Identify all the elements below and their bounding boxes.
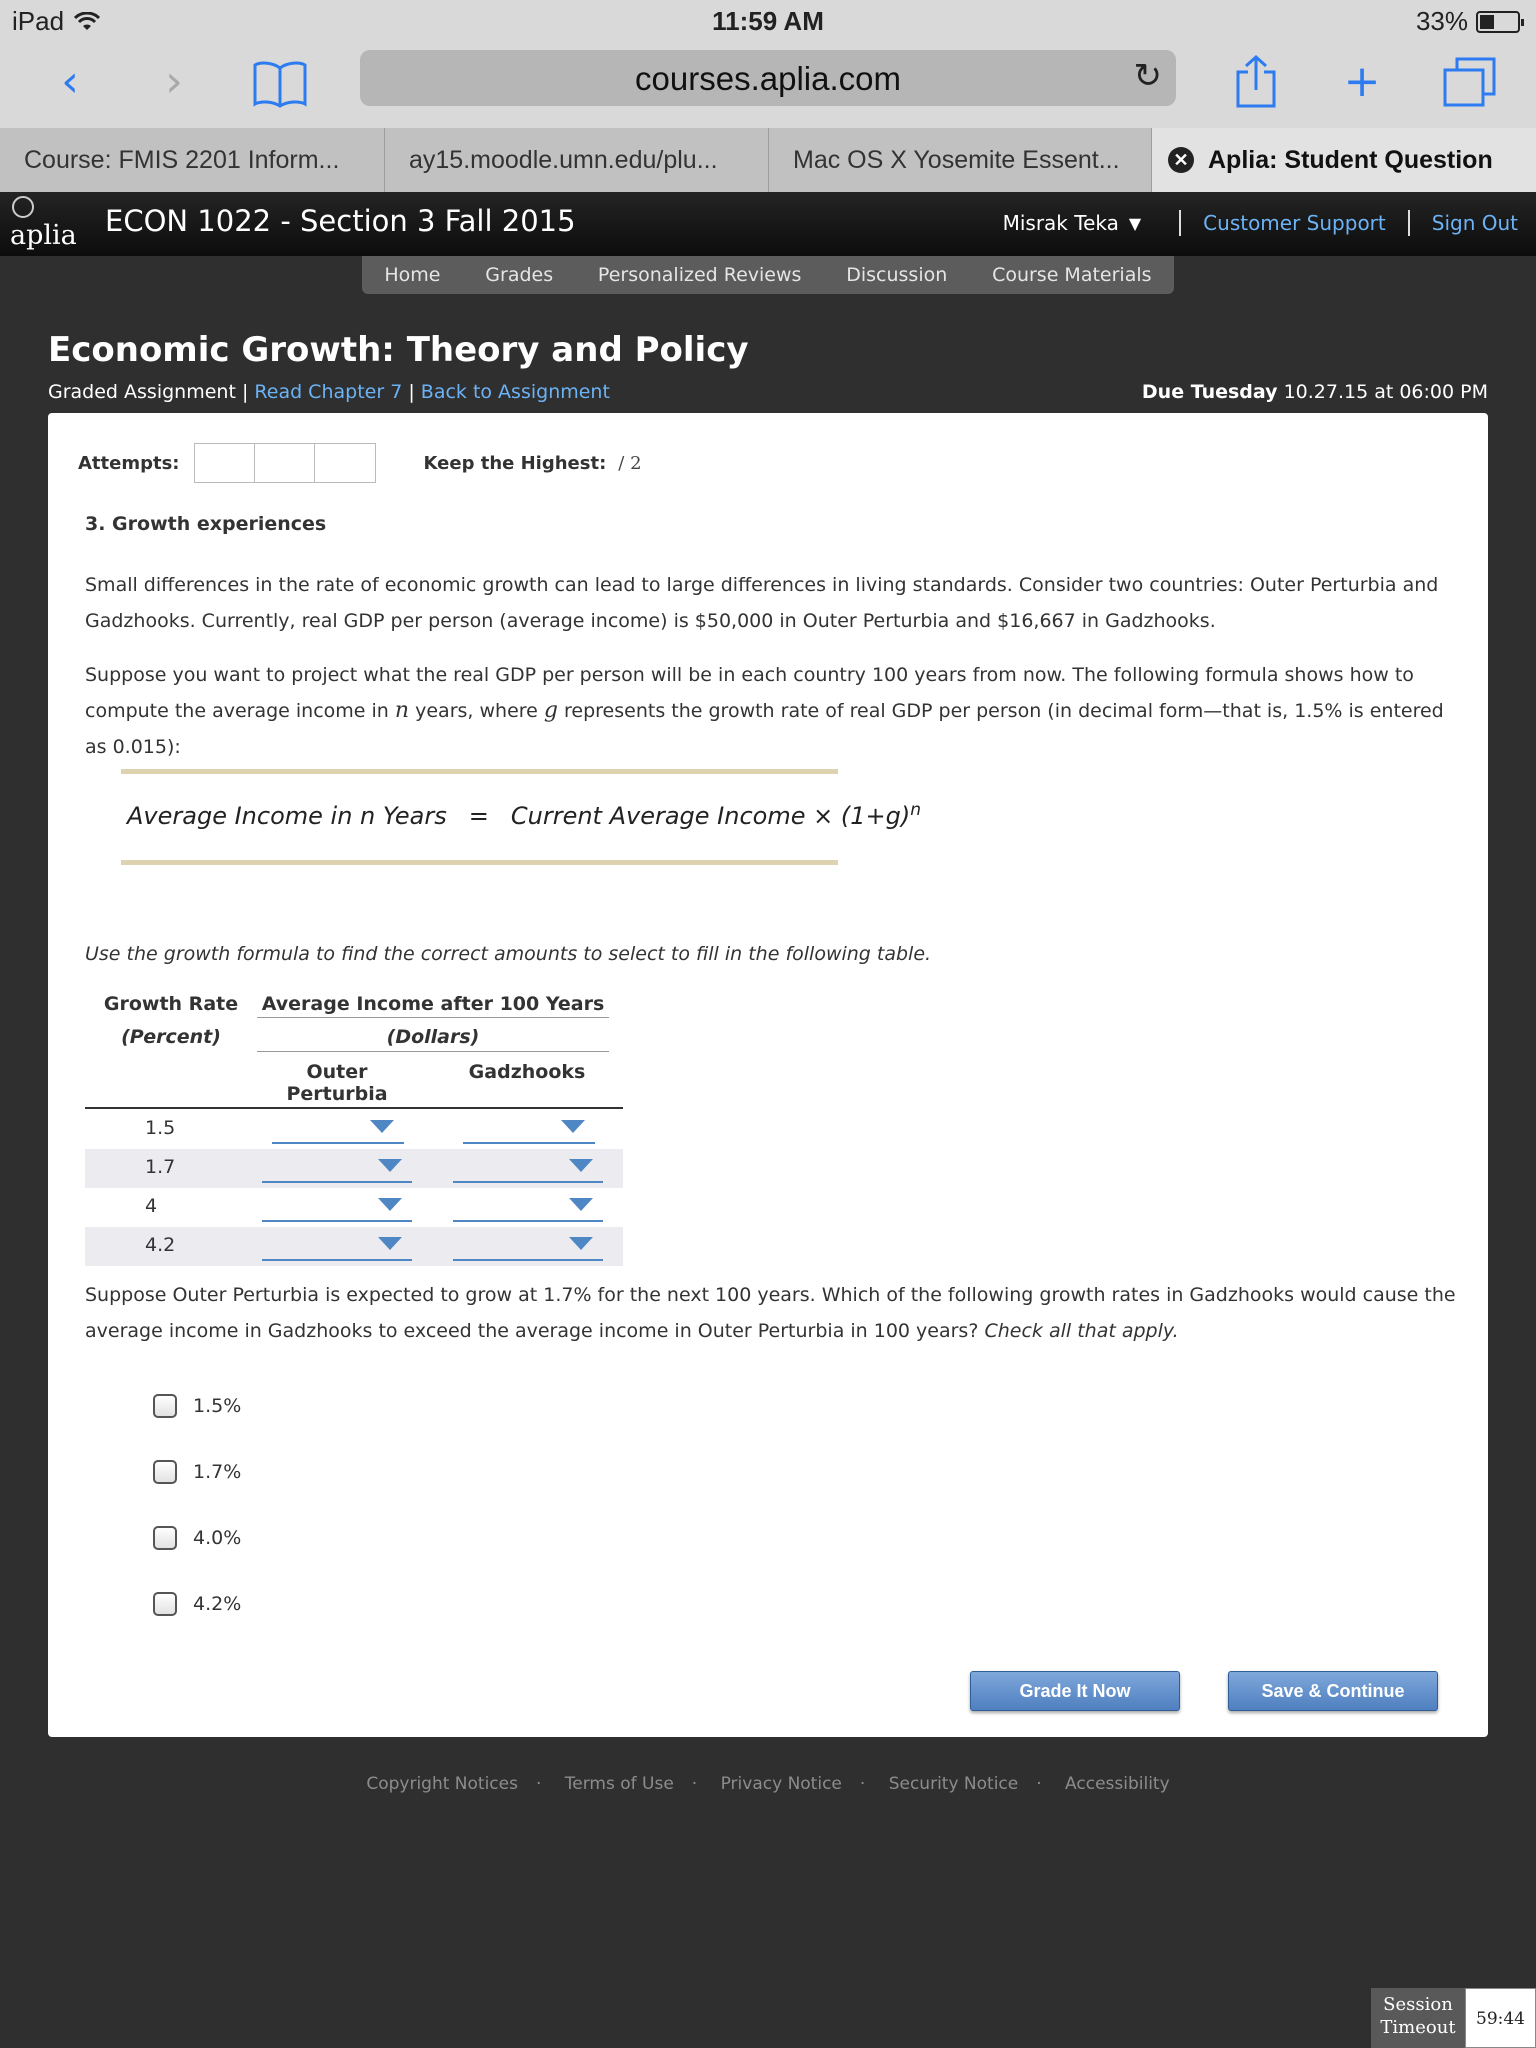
accessibility-link[interactable]: Accessibility (1065, 1774, 1170, 1794)
aplia-logo[interactable]: aplia (8, 196, 78, 254)
clock: 11:59 AM (712, 6, 824, 36)
score-value: / 2 (618, 452, 642, 474)
tab-moodle[interactable]: ay15.moodle.umn.edu/plu... (385, 128, 769, 192)
user-menu (1003, 210, 1518, 236)
user-name[interactable]: Misrak Teka (1002, 211, 1119, 235)
gadzhooks-dropdown[interactable] (453, 1194, 603, 1222)
attempts-bar (78, 443, 642, 483)
back-icon[interactable]: ‹ (61, 56, 79, 107)
checkbox[interactable] (153, 1592, 177, 1616)
question-intro: Small differences in the rate of economic growth can lead to large differences in living standards. Consider two countries: Outer Perturbia and Gadzhooks. Currently, real GDP per person (average income) is $50,000 in Outer Perturbia and $16,667 in Gadzhooks. (85, 574, 1439, 632)
percent-header: (Percent) (121, 1026, 221, 1048)
course-title: ECON 1022 - Section 3 Fall 2015 (105, 204, 576, 238)
table-row: 4.2 (85, 1227, 623, 1266)
question-title: 3. Growth experiences (85, 513, 327, 535)
table-row: 4 (85, 1188, 623, 1227)
dollars-header: (Dollars) (386, 1026, 480, 1048)
page-title: Economic Growth: Theory and Policy (48, 330, 749, 370)
attempt-boxes (194, 443, 376, 483)
assignment-breadcrumb: Graded Assignment | Read Chapter 7 | Back to Assignment (48, 381, 610, 403)
tab-fmis[interactable]: Course: FMIS 2201 Inform... (0, 128, 385, 192)
sign-out-link[interactable]: Sign Out (1431, 211, 1518, 235)
save-continue-button[interactable]: Save & Continue (1228, 1671, 1438, 1711)
logo-mark-icon (12, 196, 34, 218)
security-link[interactable]: Security Notice (888, 1774, 1019, 1794)
nav-personalized-reviews[interactable]: Personalized Reviews (597, 264, 802, 286)
avg-income-header: Average Income after 100 Years (261, 993, 605, 1015)
table-row: 1.7 (85, 1149, 623, 1188)
nav-course-materials[interactable]: Course Materials (992, 264, 1152, 286)
keep-highest-label: Keep the Highest: (423, 452, 607, 474)
question-formula-intro: Suppose you want to project what the real GDP per person will be in each country 100 years from now. The following formula shows how to compute the average income in n years, where g represents the growth rate of real GDP per person (in decimal form—that is, 1.5% is entered as 0.015): (85, 664, 1444, 758)
tab-aplia-label: Aplia: Student Question (1208, 146, 1493, 174)
new-tab-icon[interactable]: + (1343, 56, 1381, 107)
customer-support-link[interactable]: Customer Support (1203, 211, 1386, 235)
tabs-icon[interactable] (1438, 52, 1502, 112)
outer-perturbia-dropdown[interactable] (262, 1155, 412, 1183)
back-to-assignment-link[interactable]: Back to Assignment (420, 381, 610, 403)
tab-aplia[interactable] (1152, 128, 1536, 192)
outer-perturbia-header: Outer Perturbia (286, 1061, 388, 1105)
browser-toolbar (0, 42, 1536, 128)
growth-rate-header: Growth Rate (103, 993, 239, 1015)
choice-item[interactable]: 4.0% (153, 1523, 353, 1553)
main-nav (362, 256, 1174, 294)
terms-link[interactable]: Terms of Use (564, 1774, 674, 1794)
checkbox[interactable] (153, 1460, 177, 1484)
battery-icon (1476, 11, 1520, 33)
nav-discussion[interactable]: Discussion (846, 264, 948, 286)
read-chapter-link[interactable]: Read Chapter 7 (254, 381, 403, 403)
choice-item[interactable]: 1.7% (153, 1457, 353, 1487)
table-row: 1.5 (85, 1110, 623, 1149)
reload-icon[interactable]: ↻ (1133, 56, 1162, 96)
session-timeout: Session Timeout 59:44 (1371, 1988, 1536, 2048)
close-tab-icon[interactable]: ✕ (1168, 147, 1194, 173)
tab-yosemite[interactable]: Mac OS X Yosemite Essent... (769, 128, 1152, 192)
assignment-type: Graded Assignment (48, 381, 236, 403)
privacy-link[interactable]: Privacy Notice (720, 1774, 842, 1794)
aplia-header (0, 192, 1536, 256)
bookmarks-icon[interactable] (248, 52, 312, 112)
gadzhooks-dropdown[interactable] (463, 1116, 595, 1144)
due-date: Due Tuesday 10.27.15 at 06:00 PM (1141, 381, 1488, 403)
choice-item[interactable]: 4.2% (153, 1589, 353, 1619)
checkbox[interactable] (153, 1526, 177, 1550)
outer-perturbia-dropdown[interactable] (262, 1194, 412, 1222)
choice-item[interactable]: 1.5% (153, 1391, 353, 1421)
address-bar[interactable] (360, 50, 1176, 106)
grade-it-now-button[interactable]: Grade It Now (970, 1671, 1180, 1711)
url-text: courses.aplia.com (635, 60, 901, 97)
outer-perturbia-dropdown[interactable] (262, 1233, 412, 1261)
outer-perturbia-dropdown[interactable] (272, 1116, 404, 1144)
gadzhooks-dropdown[interactable] (453, 1233, 603, 1261)
table-instruction: Use the growth formula to find the correct amounts to select to fill in the following table. (85, 943, 932, 965)
chevron-down-icon[interactable]: ▼ (1128, 213, 1142, 233)
attempts-label: Attempts: (78, 452, 180, 474)
checkbox[interactable] (153, 1394, 177, 1418)
device-name: iPad (12, 6, 65, 36)
status-bar (0, 0, 1536, 42)
nav-grades[interactable]: Grades (485, 264, 554, 286)
question-card (48, 413, 1488, 1737)
growth-formula: Average Income in n Years = Current Average Income × $(1+g)^n$ (121, 769, 838, 865)
question-followup: Suppose Outer Perturbia is expected to grow at 1.7% for the next 100 years. Which of the following growth rates in Gadzhooks would cause the average income in Gadzhooks to exceed the average income in Outer Perturbia in 100 years? Check all that apply. (85, 1284, 1456, 1342)
browser-tabs (0, 128, 1536, 192)
copyright-link[interactable]: Copyright Notices (366, 1774, 518, 1794)
share-icon[interactable] (1224, 52, 1288, 112)
footer-links: Copyright Notices · Terms of Use · Privacy Notice · Security Notice · Accessibility (366, 1774, 1170, 1794)
session-timer: 59:44 (1465, 1988, 1536, 2048)
gadzhooks-header: Gadzhooks (468, 1061, 586, 1083)
battery-percent: 33% (1415, 6, 1468, 36)
nav-home[interactable]: Home (384, 264, 441, 286)
gadzhooks-dropdown[interactable] (453, 1155, 603, 1183)
forward-icon[interactable]: › (165, 56, 183, 107)
